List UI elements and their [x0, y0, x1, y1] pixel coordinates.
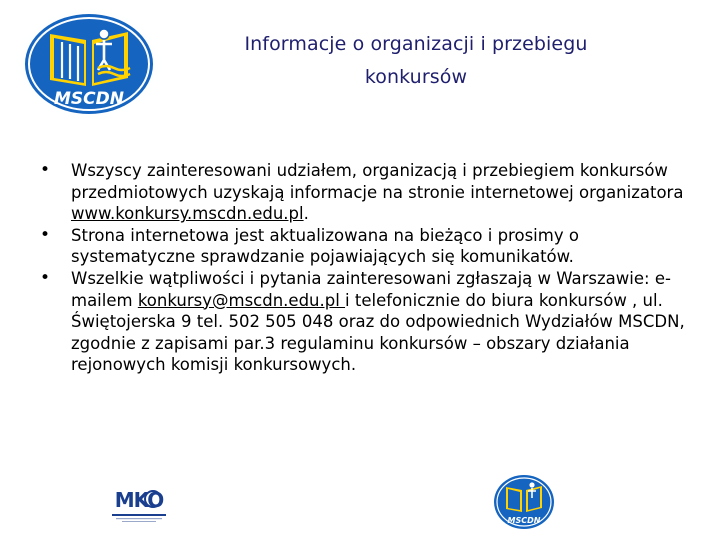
mscdn-logo-text: MSCDN [54, 89, 124, 109]
title-line-1: Informacje o organizacji i przebiegu [244, 33, 588, 55]
item-text: Strona internetowa jest aktualizowana na bieżąco i prosimy o systematyczne sprawdzanie pojawiających się komunikatów. [71, 225, 579, 267]
item-text-end: i telefonicznie do biura konkursów , ul. Świętojerska 9 tel. 502 505 048 oraz do odpowiednich Wydziałów MSCDN, zgodnie z zapisami par.3 regulaminu konkursów – obszary działania rejonowych komisji konkursowych. [71, 290, 685, 375]
title-line-2: konkursów [364, 66, 468, 88]
item-text: Wszelkie wątpliwości i pytania zainteresowani zgłaszają w Warszawie: e-mailem [71, 268, 671, 310]
mscdn-logo-small [492, 473, 556, 531]
item-text-end: . [303, 204, 309, 224]
page-title [196, 28, 636, 94]
mscdn-logo-small-text: MSCDN [507, 516, 541, 525]
list-item [40, 160, 700, 225]
website-link[interactable]: www.konkursy.mscdn.edu.pl [71, 204, 304, 224]
mscdn-logo [14, 8, 164, 120]
list-item [40, 225, 700, 268]
list-item [40, 268, 700, 376]
mko-logo-text: MKO [114, 488, 164, 512]
email-link[interactable]: konkursy@mscdn.edu.pl [137, 290, 346, 310]
info-list [40, 160, 700, 376]
item-text: Wszyscy zainteresowani udziałem, organizacją i przebiegiem konkursów przedmiotowych uzyskają informacje na stronie internetowej organizatora [71, 161, 684, 202]
mko-logo [108, 484, 170, 526]
